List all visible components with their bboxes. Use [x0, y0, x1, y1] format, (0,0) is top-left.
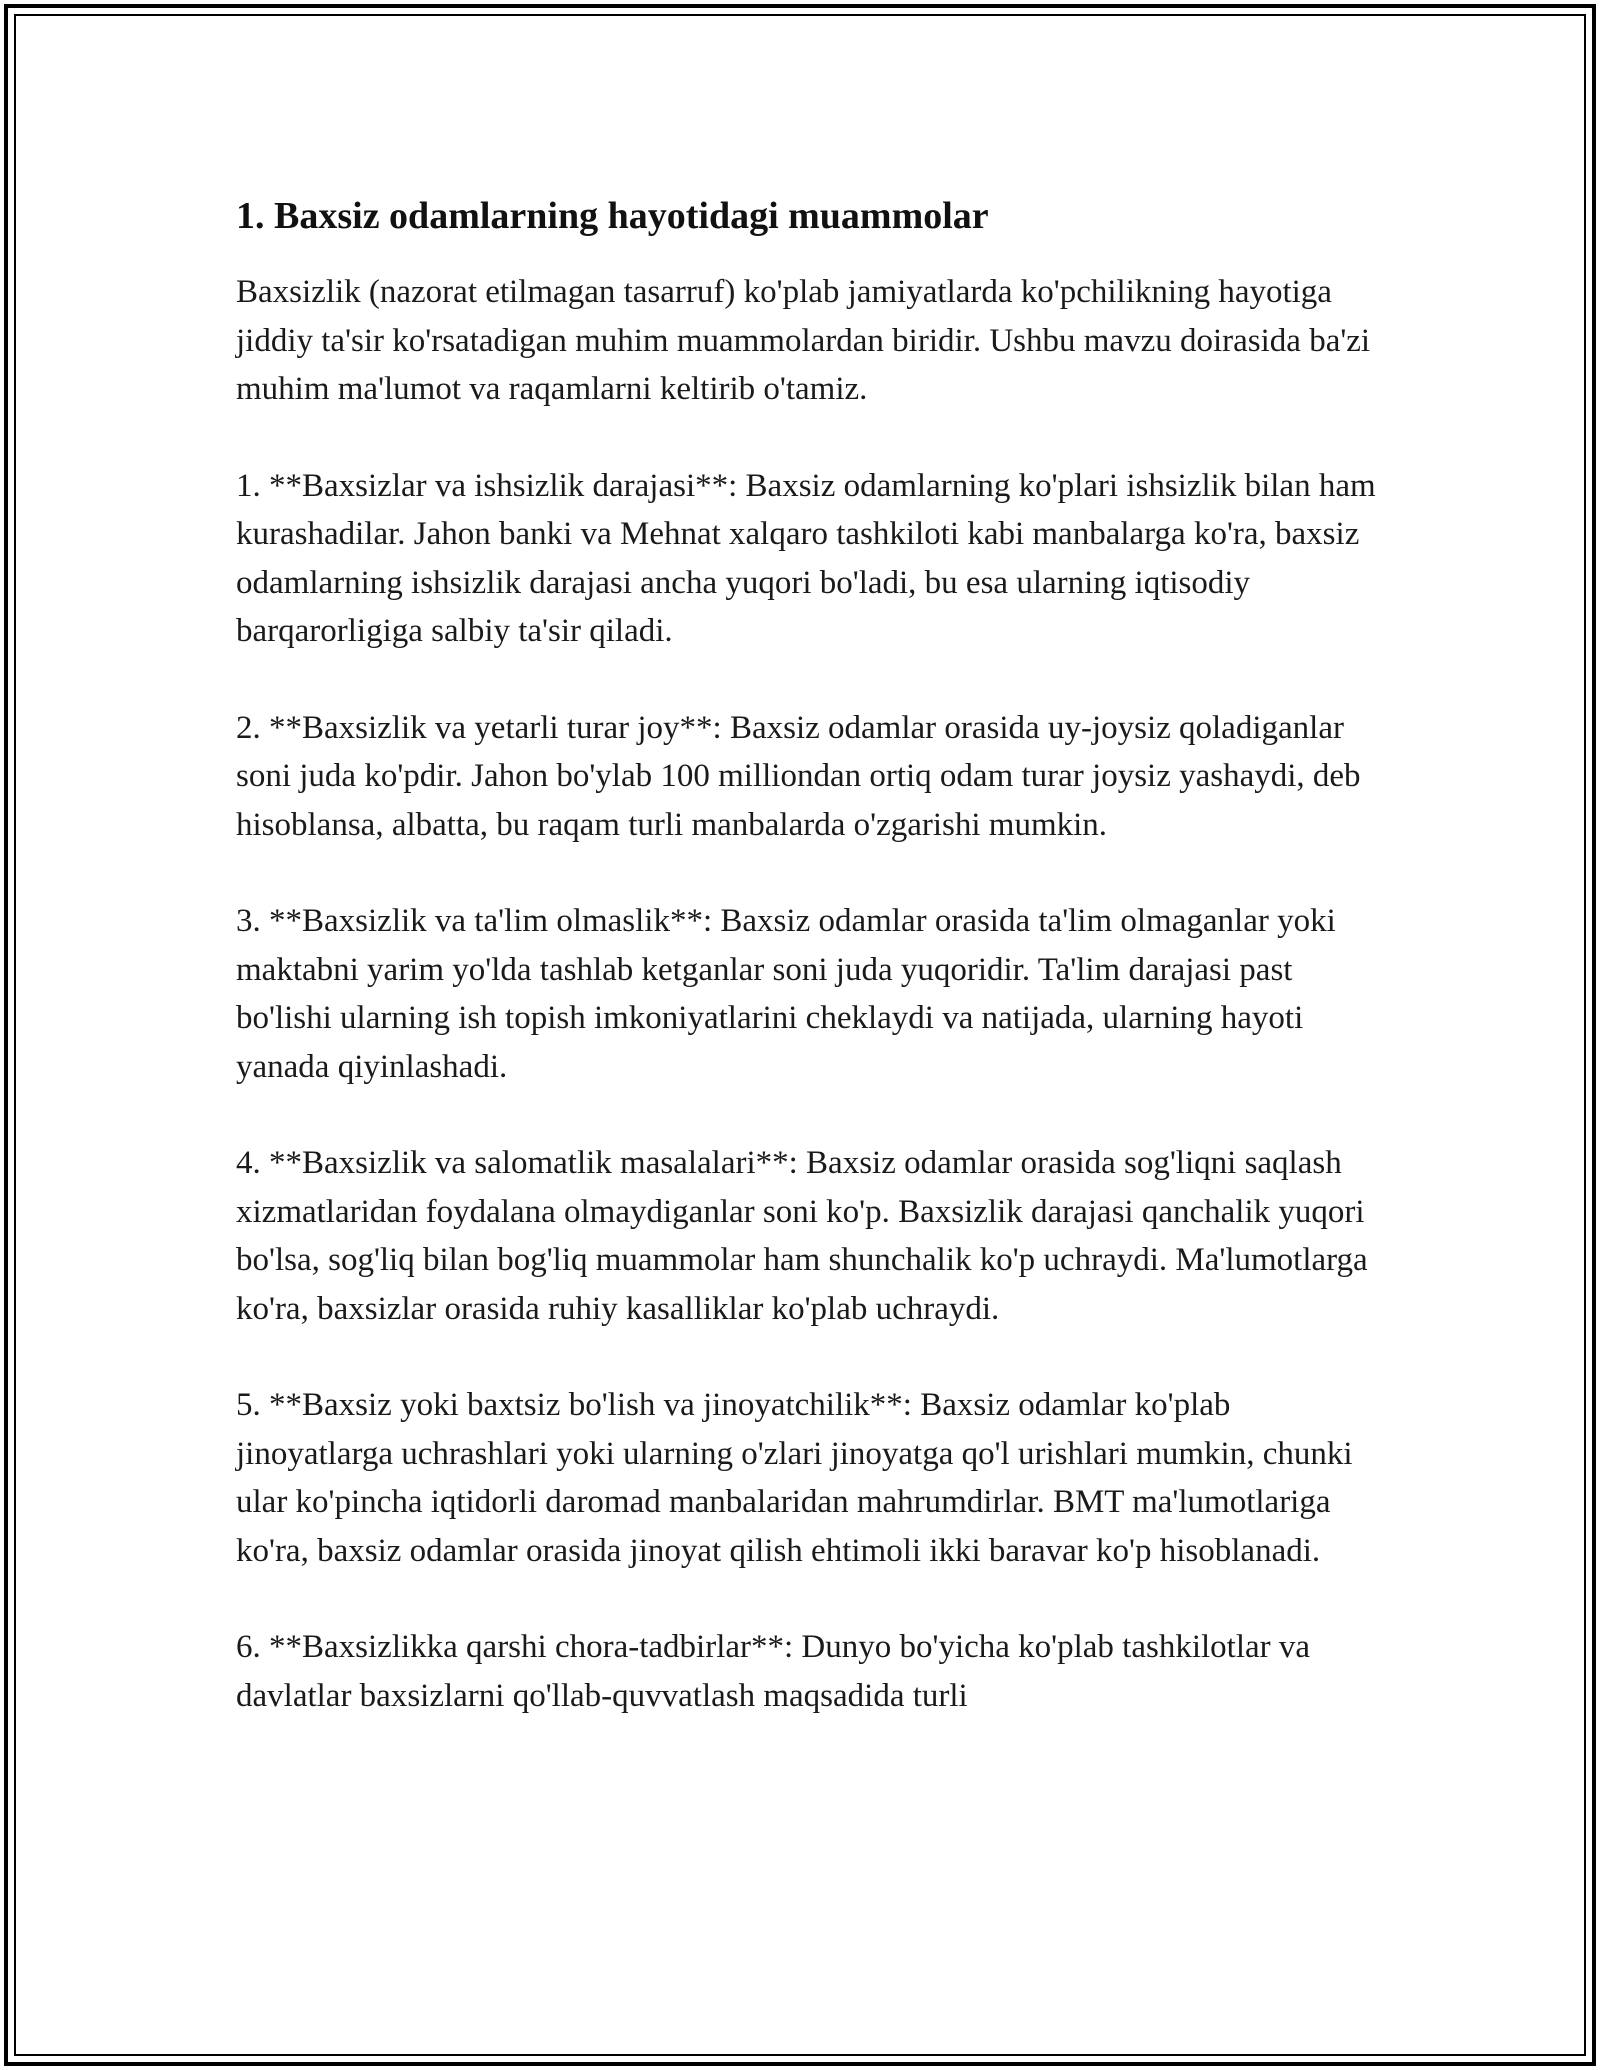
paragraph-crime: 5. **Baxsiz yoki baxtsiz bo'lish va jinoyatchilik**: Baxsiz odamlar ko'plab jinoyatlarga uchrashlari yoki ularning o'zlari jinoyatga qo'l urishlari mumkin, chunki ular ko'pincha iqtidorli daromad manbalaridan mahrumdirlar. BMT ma'lumotlariga ko'ra, baxsiz odamlar orasida jinoyat qilish ehtimoli ikki baravar ko'p hisoblanadi.	[236, 1387, 1353, 1569]
document-body	[236, 188, 1376, 1768]
paragraph-measures: 6. **Baxsizlikka qarshi chora-tadbirlar**: Dunyo bo'yicha ko'plab tashkilotlar va davlatlar baxsizlarni qo'llab-quvvatlash maqsadida turli	[236, 1629, 1311, 1714]
document-title: 1. Baxsiz odamlarning hayotidagi muammolar	[236, 195, 989, 237]
paragraph-unemployment: 1. **Baxsizlar va ishsizlik darajasi**: Baxsiz odamlarning ko'plari ishsizlik bilan ham kurashadilar. Jahon banki va Mehnat xalqaro tashkiloti kabi manbalarga ko'ra, baxsiz odamlarning ishsizlik darajasi ancha yuqori bo'ladi, bu esa ularning iqtisodiy barqarorligiga salbiy ta'sir qiladi.	[236, 467, 1376, 649]
paragraph-housing: 2. **Baxsizlik va yetarli turar joy**: Baxsiz odamlar orasida uy-joysiz qoladiganlar soni juda ko'pdir. Jahon bo'ylab 100 milliondan ortiq odam turar joysiz yashaydi, deb hisoblansa, albatta, bu raqam turli manbalarda o'zgarishi mumkin.	[236, 709, 1361, 843]
paragraph-health: 4. **Baxsizlik va salomatlik masalalari**: Baxsiz odamlar orasida sog'liqni saqlash xizmatlaridan foydalana olmaydiganlar soni ko'p. Baxsizlik darajasi qanchalik yuqori bo'lsa, sog'liq bilan bog'liq muammolar ham shunchalik ko'p uchraydi. Ma'lumotlarga ko'ra, baxsizlar orasida ruhiy kasalliklar ko'plab uchraydi.	[236, 1145, 1368, 1327]
intro-paragraph: Baxsizlik (nazorat etilmagan tasarruf) ko'plab jamiyatlarda ko'pchilikning hayotiga jiddiy ta'sir ko'rsatadigan muhim muammolardan biridir. Ushbu mavzu doirasida ba'zi muhim ma'lumot va raqamlarni keltirib o'tamiz.	[236, 274, 1371, 407]
paragraph-education: 3. **Baxsizlik va ta'lim olmaslik**: Baxsiz odamlar orasida ta'lim olmaganlar yoki maktabni yarim yo'lda tashlab ketganlar soni juda yuqoridir. Ta'lim darajasi past bo'lishi ularning ish topish imkoniyatlarini cheklaydi va natijada, ularning hayoti yanada qiyinlashadi.	[236, 903, 1336, 1085]
